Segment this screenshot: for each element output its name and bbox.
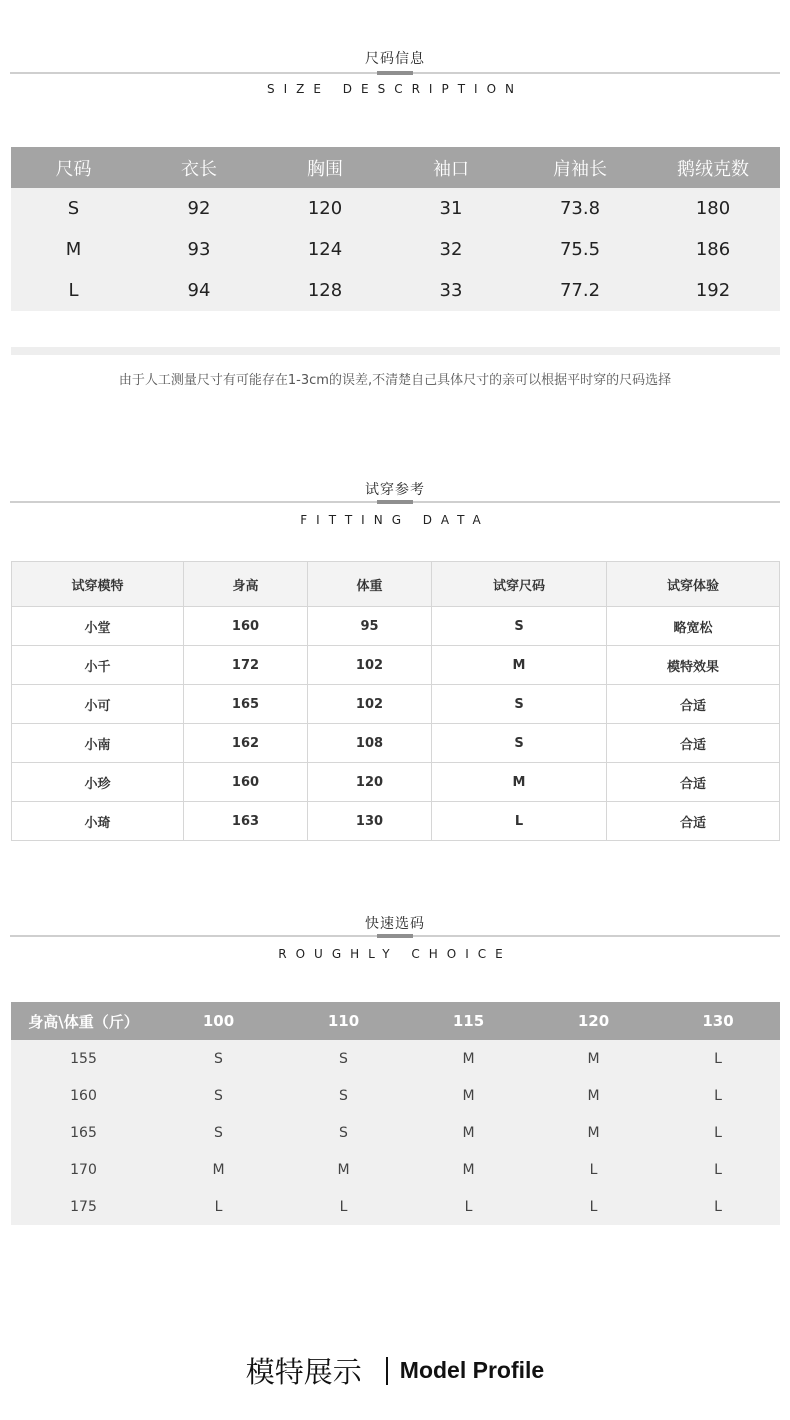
quick-cell: M bbox=[406, 1077, 531, 1114]
fitting-cell: M bbox=[432, 646, 607, 685]
fitting-header-cell: 身高 bbox=[184, 562, 308, 607]
quick-cell: M bbox=[531, 1114, 656, 1151]
table-row bbox=[11, 188, 780, 229]
fitting-cell: 102 bbox=[308, 646, 432, 685]
size-cell: 124 bbox=[262, 229, 388, 270]
quick-cell: 160 bbox=[11, 1077, 156, 1114]
fitting-table bbox=[11, 561, 780, 841]
fitting-cell: 小南 bbox=[12, 724, 184, 763]
fitting-cell: 160 bbox=[184, 763, 308, 802]
quick-cell: M bbox=[281, 1151, 406, 1188]
model-profile-heading bbox=[0, 1350, 790, 1390]
size-section-subtitle: SIZE DESCRIPTION bbox=[267, 82, 523, 96]
size-header-cell: 衣长 bbox=[136, 147, 262, 188]
fitting-cell: 小可 bbox=[12, 685, 184, 724]
quick-cell: 155 bbox=[11, 1040, 156, 1077]
quick-cell: L bbox=[656, 1040, 780, 1077]
size-cell: 32 bbox=[388, 229, 514, 270]
fitting-cell: 小琦 bbox=[12, 802, 184, 841]
model-profile-subtitle: Model Profile bbox=[399, 1357, 545, 1383]
fitting-cell: 95 bbox=[308, 607, 432, 646]
size-cell: 180 bbox=[646, 188, 780, 229]
quick-cell: S bbox=[281, 1077, 406, 1114]
quick-cell: M bbox=[531, 1077, 656, 1114]
size-cell: 120 bbox=[262, 188, 388, 229]
size-cell: M bbox=[11, 229, 136, 270]
fitting-cell: M bbox=[432, 763, 607, 802]
table-row bbox=[12, 802, 780, 841]
fitting-cell: 160 bbox=[184, 607, 308, 646]
size-cell: 75.5 bbox=[514, 229, 646, 270]
quick-cell: L bbox=[156, 1188, 281, 1225]
fitting-cell: 130 bbox=[308, 802, 432, 841]
size-cell: 93 bbox=[136, 229, 262, 270]
quick-header-cell: 100 bbox=[156, 1002, 281, 1040]
quick-cell: S bbox=[156, 1114, 281, 1151]
fitting-header-cell: 试穿模特 bbox=[12, 562, 184, 607]
size-table bbox=[11, 147, 780, 311]
size-header-cell: 肩袖长 bbox=[514, 147, 646, 188]
table-row bbox=[11, 270, 780, 311]
fitting-cell: 165 bbox=[184, 685, 308, 724]
fitting-cell: 120 bbox=[308, 763, 432, 802]
quick-cell: L bbox=[656, 1114, 780, 1151]
table-row bbox=[12, 607, 780, 646]
quick-cell: 165 bbox=[11, 1114, 156, 1151]
fitting-cell: S bbox=[432, 724, 607, 763]
quick-cell: L bbox=[406, 1188, 531, 1225]
model-profile-title: 模特展示 bbox=[245, 1355, 362, 1389]
fitting-cell: 163 bbox=[184, 802, 308, 841]
table-row bbox=[11, 1114, 780, 1151]
fitting-cell: 合适 bbox=[607, 763, 780, 802]
quick-cell: M bbox=[531, 1040, 656, 1077]
table-row bbox=[12, 685, 780, 724]
size-cell: 192 bbox=[646, 270, 780, 311]
fitting-cell: 模特效果 bbox=[607, 646, 780, 685]
fitting-section-title: 试穿参考 bbox=[365, 482, 425, 498]
fitting-cell: 小堂 bbox=[12, 607, 184, 646]
fitting-cell: 小千 bbox=[12, 646, 184, 685]
size-cell: 31 bbox=[388, 188, 514, 229]
size-cell: 73.8 bbox=[514, 188, 646, 229]
fitting-cell: 162 bbox=[184, 724, 308, 763]
fitting-header-cell: 试穿尺码 bbox=[432, 562, 607, 607]
size-header-cell: 胸围 bbox=[262, 147, 388, 188]
size-cell: L bbox=[11, 270, 136, 311]
quick-header-cell: 120 bbox=[531, 1002, 656, 1040]
model-profile-separator bbox=[386, 1357, 388, 1385]
quick-cell: L bbox=[531, 1151, 656, 1188]
note-divider bbox=[11, 347, 780, 355]
quick-section-subtitle: ROUGHLY CHOICE bbox=[278, 947, 512, 961]
fitting-table-header-row bbox=[12, 562, 780, 607]
size-cell: 92 bbox=[136, 188, 262, 229]
table-row bbox=[12, 724, 780, 763]
fitting-header-cell: 体重 bbox=[308, 562, 432, 607]
quick-cell: M bbox=[406, 1114, 531, 1151]
quick-table-header-row bbox=[11, 1002, 780, 1040]
fitting-cell: 合适 bbox=[607, 685, 780, 724]
fitting-cell: 合适 bbox=[607, 802, 780, 841]
fitting-section-subtitle: FITTING DATA bbox=[300, 513, 490, 527]
size-cell: 77.2 bbox=[514, 270, 646, 311]
quick-section-title: 快速选码 bbox=[365, 916, 425, 932]
table-row bbox=[12, 763, 780, 802]
quick-cell: L bbox=[656, 1151, 780, 1188]
quick-choice-table bbox=[11, 1002, 780, 1225]
fitting-cell: 合适 bbox=[607, 724, 780, 763]
size-section-title: 尺码信息 bbox=[365, 51, 425, 67]
quick-cell: M bbox=[406, 1040, 531, 1077]
size-header-cell: 尺码 bbox=[11, 147, 136, 188]
quick-cell: M bbox=[156, 1151, 281, 1188]
size-table-header-row bbox=[11, 147, 780, 188]
quick-cell: L bbox=[656, 1188, 780, 1225]
size-header-cell: 鹅绒克数 bbox=[646, 147, 780, 188]
quick-header-cell: 身高\体重（斤） bbox=[11, 1002, 156, 1040]
fitting-cell: L bbox=[432, 802, 607, 841]
fitting-section-accent bbox=[377, 500, 413, 504]
fitting-cell: 172 bbox=[184, 646, 308, 685]
quick-section-accent bbox=[377, 934, 413, 938]
quick-cell: S bbox=[281, 1114, 406, 1151]
quick-cell: M bbox=[406, 1151, 531, 1188]
fitting-cell: 102 bbox=[308, 685, 432, 724]
table-row bbox=[11, 229, 780, 270]
quick-cell: 175 bbox=[11, 1188, 156, 1225]
size-header-cell: 袖口 bbox=[388, 147, 514, 188]
fitting-cell: 108 bbox=[308, 724, 432, 763]
quick-cell: L bbox=[656, 1077, 780, 1114]
size-cell: 128 bbox=[262, 270, 388, 311]
quick-cell: S bbox=[156, 1040, 281, 1077]
fitting-header-cell: 试穿体验 bbox=[607, 562, 780, 607]
quick-cell: L bbox=[281, 1188, 406, 1225]
fitting-cell: S bbox=[432, 607, 607, 646]
quick-header-cell: 110 bbox=[281, 1002, 406, 1040]
quick-cell: S bbox=[281, 1040, 406, 1077]
table-row bbox=[11, 1151, 780, 1188]
quick-cell: 170 bbox=[11, 1151, 156, 1188]
table-row bbox=[11, 1040, 780, 1077]
table-row bbox=[11, 1077, 780, 1114]
table-row bbox=[11, 1188, 780, 1225]
size-cell: 186 bbox=[646, 229, 780, 270]
quick-header-cell: 115 bbox=[406, 1002, 531, 1040]
fitting-cell: S bbox=[432, 685, 607, 724]
table-row bbox=[12, 646, 780, 685]
size-cell: 33 bbox=[388, 270, 514, 311]
size-section-accent bbox=[377, 71, 413, 75]
quick-header-cell: 130 bbox=[656, 1002, 780, 1040]
quick-cell: L bbox=[531, 1188, 656, 1225]
fitting-cell: 小珍 bbox=[12, 763, 184, 802]
size-cell: S bbox=[11, 188, 136, 229]
fitting-cell: 略宽松 bbox=[607, 607, 780, 646]
size-note: 由于人工测量尺寸有可能存在1-3cm的误差,不清楚自己具体尺寸的亲可以根据平时穿的尺码选择 bbox=[118, 373, 672, 388]
size-cell: 94 bbox=[136, 270, 262, 311]
quick-cell: S bbox=[156, 1077, 281, 1114]
